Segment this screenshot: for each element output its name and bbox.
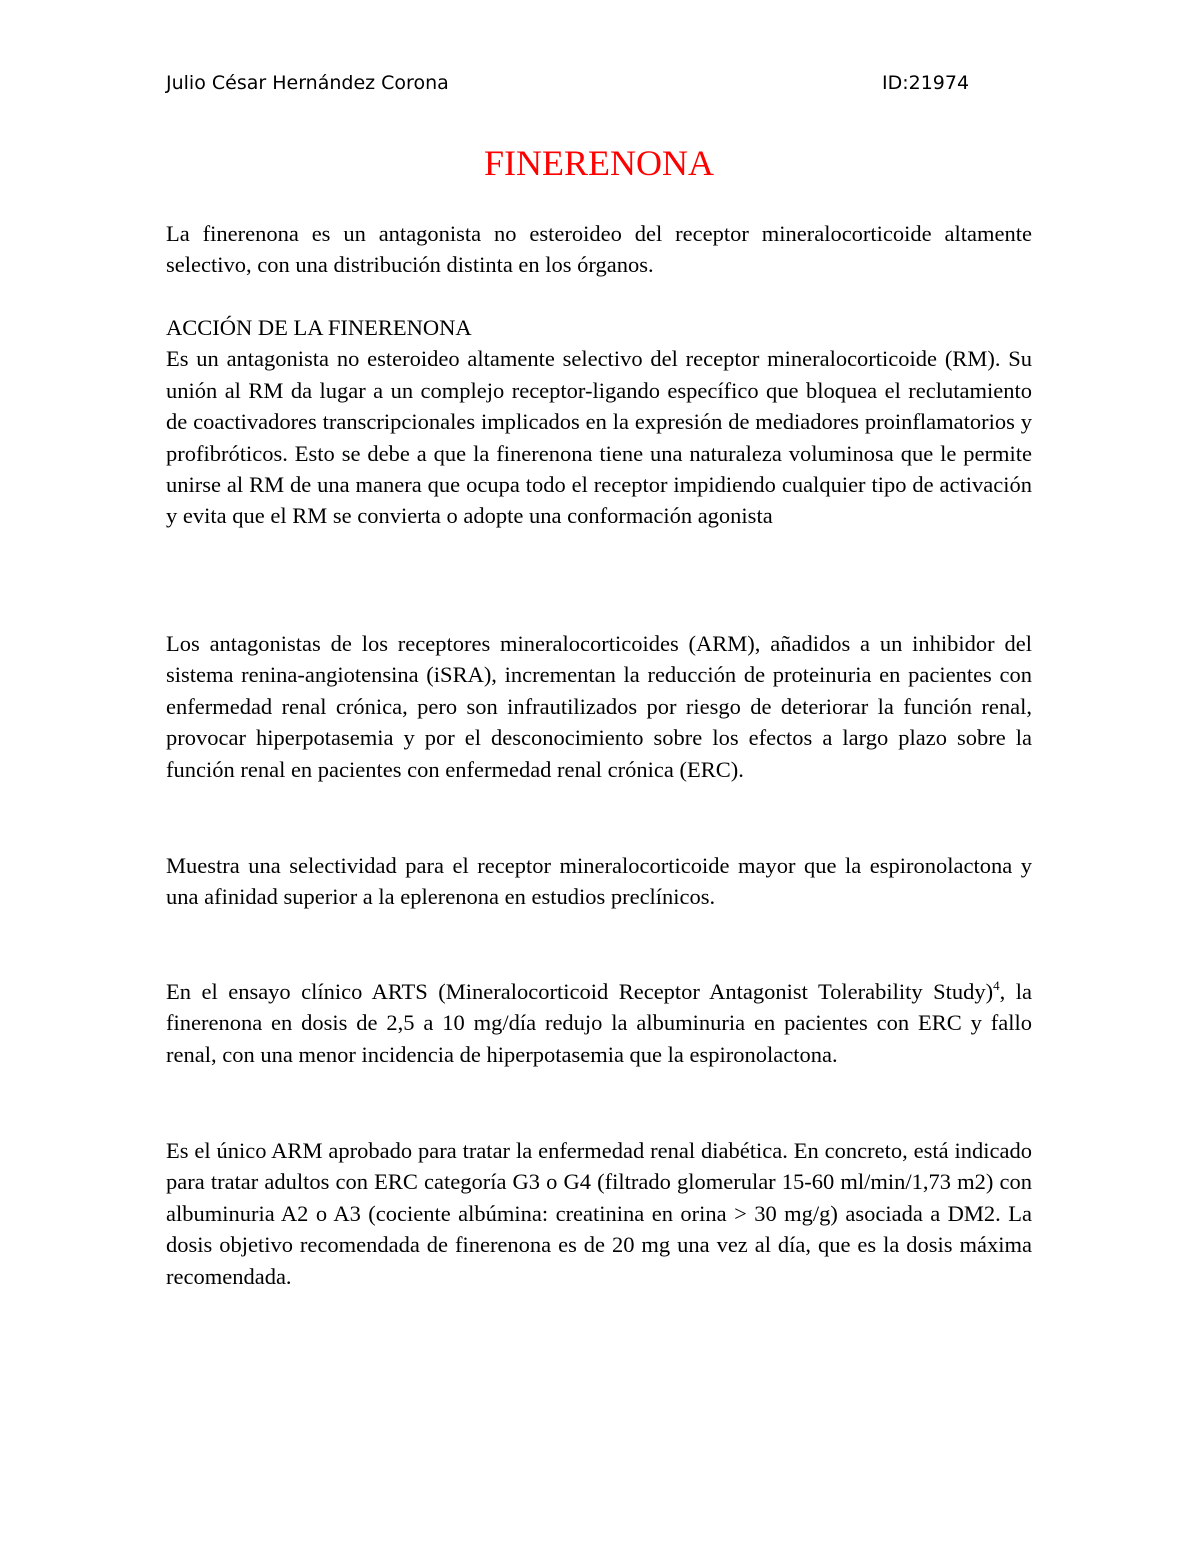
muestra-paragraph bbox=[166, 850, 1032, 913]
arts-text-after: , la finerenona en dosis de 2,5 a 10 mg/día redujo la albuminuria en pacientes con ERC y fallo renal, con una menor incidencia de hiperpotasemia que la espironolactona. bbox=[166, 979, 1032, 1067]
accion-text: Es un antagonista no esteroideo altamente selectivo del receptor mineralocorticoide (RM). Su unión al RM da lugar a un complejo receptor-ligando específico que bloquea el reclutamiento de coactivadores transcripcionales implicados en la expresión de mediadores proinflamatorios y profibróticos. Esto se debe a que la finerenona tiene una naturaleza voluminosa que le permite unirse al RM de una manera que ocupa todo el receptor impidiendo cualquier tipo de activación y evita que el RM se convierta o adopte una conformación agonista bbox=[166, 346, 1032, 529]
accion-section bbox=[166, 312, 1032, 532]
arm-text: Los antagonistas de los receptores mineralocorticoides (ARM), añadidos a un inhibidor del sistema renina-angiotensina (iSRA), incrementan la reducción de proteinuria en pacientes con enfermedad renal crónica, pero son infrautilizados por riesgo de deteriorar la función renal, provocar hiperpotasemia y por el desconocimiento sobre los efectos a largo plazo sobre la función renal en pacientes con enfermedad renal crónica (ERC). bbox=[166, 631, 1032, 782]
arm-paragraph bbox=[166, 628, 1032, 785]
author-name: Julio César Hernández Corona bbox=[166, 72, 449, 94]
accion-heading: ACCIÓN DE LA FINERENONA bbox=[166, 315, 472, 340]
arts-text bbox=[166, 976, 1032, 1070]
unico-text: Es el único ARM aprobado para tratar la enfermedad renal diabética. En concreto, está indicado para tratar adultos con ERC categoría G3 o G4 (filtrado glomerular 15-60 ml/min/1,73 m2) con albuminuria A2 o A3 (cociente albúmina: creatinina en orina > 30 mg/g) asociada a DM2. La dosis objetivo recomendada de finerenona es de 20 mg una vez al día, que es la dosis máxima recomendada. bbox=[166, 1138, 1032, 1289]
muestra-text: Muestra una selectividad para el receptor mineralocorticoide mayor que la espironolactona y una afinidad superior a la eplerenona en estudios preclínicos. bbox=[166, 853, 1032, 910]
document-title: FINERENONA bbox=[484, 143, 714, 183]
intro-text: La finerenona es un antagonista no esteroideo del receptor mineralocorticoide altamente selectivo, con una distribución distinta en los órganos. bbox=[166, 221, 1032, 278]
student-id: ID:21974 bbox=[882, 72, 970, 94]
intro-paragraph bbox=[166, 218, 1032, 281]
arts-paragraph bbox=[166, 976, 1032, 1070]
unico-paragraph bbox=[166, 1135, 1032, 1292]
reference-superscript: 4 bbox=[993, 978, 1000, 993]
arts-text-before: En el ensayo clínico ARTS (Mineralocorticoid Receptor Antagonist Tolerability Study) bbox=[166, 979, 994, 1004]
